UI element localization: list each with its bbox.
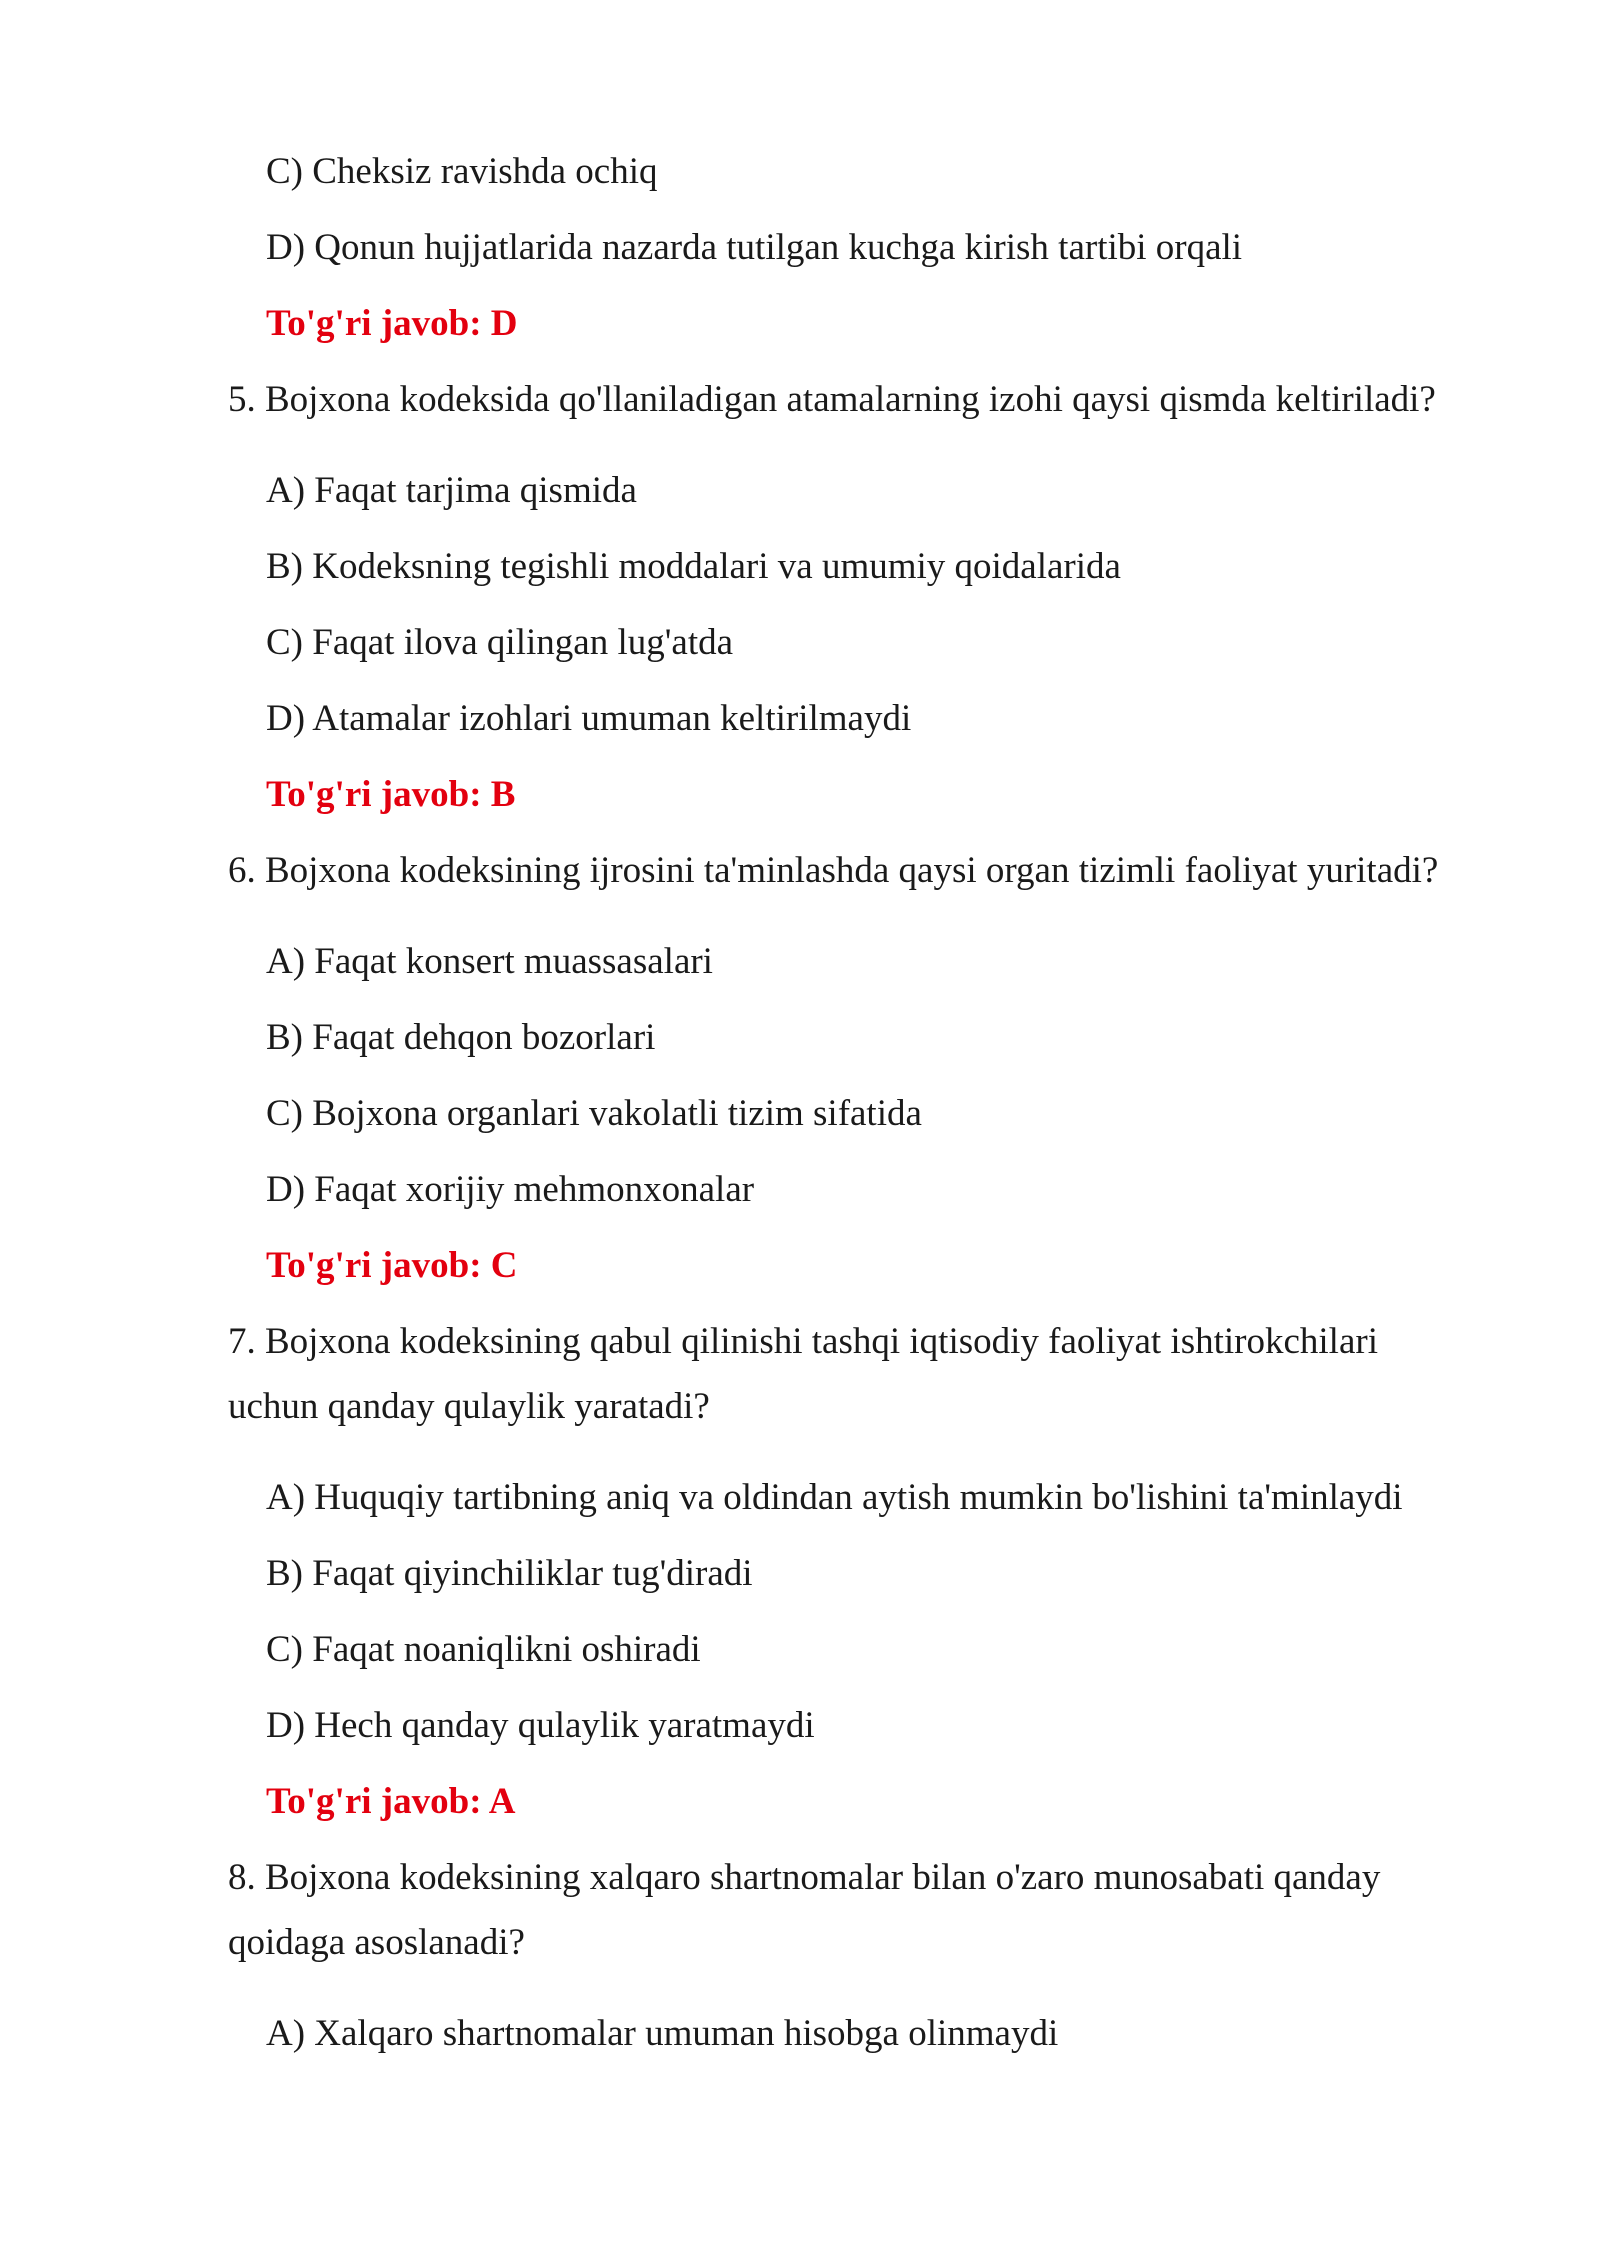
option-line: D) Atamalar izohlari umuman keltirilmaydi — [266, 698, 912, 739]
correct-answer: To'g'ri javob: B — [266, 774, 516, 815]
option-line: B) Faqat dehqon bozorlari — [266, 1017, 656, 1058]
option-line: D) Faqat xorijiy mehmonxonalar — [266, 1169, 755, 1210]
question-line: 8. Bojxona kodeksining xalqaro shartnomalar bilan o'zaro munosabati qanday — [228, 1857, 1381, 1898]
option-line: B) Kodeksning tegishli moddalari va umumiy qoidalarida — [266, 546, 1121, 587]
option-line: C) Cheksiz ravishda ochiq — [266, 151, 658, 192]
option-line: D) Hech qanday qulaylik yaratmaydi — [266, 1705, 815, 1746]
correct-answer: To'g'ri javob: C — [266, 1245, 518, 1286]
correct-answer: To'g'ri javob: A — [266, 1781, 516, 1822]
option-line: D) Qonun hujjatlarida nazarda tutilgan kuchga kirish tartibi orqali — [266, 227, 1243, 268]
correct-answer: To'g'ri javob: D — [266, 303, 518, 344]
option-line: C) Bojxona organlari vakolatli tizim sifatida — [266, 1093, 922, 1134]
option-line: A) Faqat konsert muassasalari — [266, 941, 713, 982]
option-line: A) Xalqaro shartnomalar umuman hisobga olinmaydi — [266, 2013, 1059, 2054]
question-line-continued: qoidaga asoslanadi? — [228, 1922, 525, 1963]
option-line: A) Huquqiy tartibning aniq va oldindan aytish mumkin bo'lishini ta'minlaydi — [266, 1477, 1403, 1518]
question-line: 7. Bojxona kodeksining qabul qilinishi tashqi iqtisodiy faoliyat ishtirokchilari — [228, 1321, 1378, 1362]
option-line: B) Faqat qiyinchiliklar tug'diradi — [266, 1553, 753, 1594]
question-line: 5. Bojxona kodeksida qo'llaniladigan atamalarning izohi qaysi qismda keltiriladi? — [228, 379, 1436, 420]
question-line-continued: uchun qanday qulaylik yaratadi? — [228, 1386, 710, 1427]
option-line: C) Faqat noaniqlikni oshiradi — [266, 1629, 701, 1670]
option-line: A) Faqat tarjima qismida — [266, 470, 637, 511]
option-line: C) Faqat ilova qilingan lug'atda — [266, 622, 734, 663]
question-line: 6. Bojxona kodeksining ijrosini ta'minlashda qaysi organ tizimli faoliyat yuritadi? — [228, 850, 1439, 891]
